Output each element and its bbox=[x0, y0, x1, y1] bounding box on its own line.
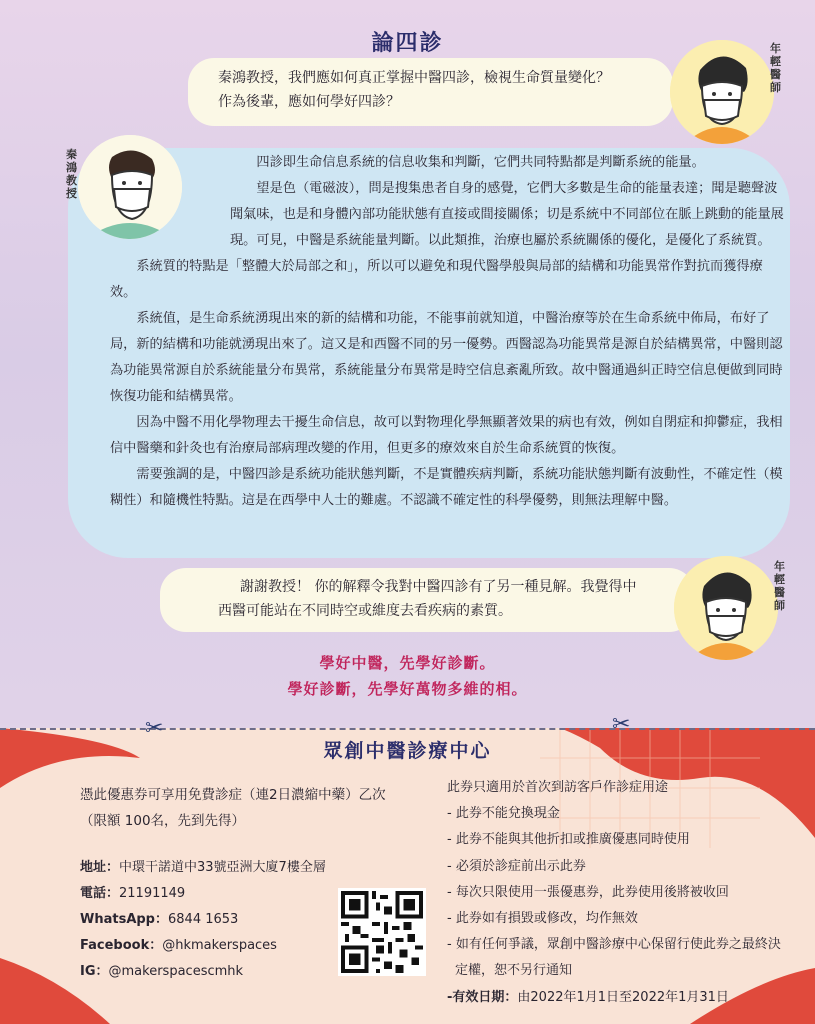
whatsapp-label: WhatsApp： bbox=[80, 912, 168, 927]
slogan-line-1: 學好中醫，先學好診斷。 bbox=[319, 654, 496, 672]
validity-value: 由2022年1月1日至2022年1月31日 bbox=[517, 989, 729, 1005]
answer-paragraph-2: 望是色（電磁波），問是搜集患者自身的感覺，它們大多數是生命的能量表達；聞是聽聲波聞氣味，也是和身體內部功能狀態有直接或間接關係；切是系統中不同部位在脈上跳動的能量展現。可見，中醫是系統能量判斷。以此類推，治療也屬於系統關係的優化，是優化了系統質。 bbox=[230, 181, 784, 248]
scissors-icon-2: ✂ bbox=[612, 712, 631, 737]
whatsapp-row bbox=[80, 907, 326, 933]
qr-code-icon bbox=[341, 891, 423, 973]
young-doctor-illustration bbox=[670, 40, 774, 144]
phone-row bbox=[80, 881, 326, 907]
question-line-1: 秦鴻教授，我們應如何真正掌握中醫四診，檢視生命質量變化？ bbox=[218, 70, 610, 86]
address-row bbox=[80, 855, 326, 881]
page-title: 論四診 bbox=[371, 31, 444, 56]
young-doctor-label: 年輕醫師 bbox=[770, 42, 781, 94]
terms-title: 此券只適用於首次到訪客戶作診症用途 bbox=[447, 780, 669, 795]
phone-value: 21191149 bbox=[119, 886, 186, 901]
terms-item: - 每次只限使用一張優惠券，此券使用後將被收回 bbox=[447, 884, 729, 900]
facebook-value: @hkmakerspaces bbox=[162, 938, 277, 953]
reply-line-2: 西醫可能站在不同時空或維度去看疾病的素質。 bbox=[218, 603, 512, 619]
professor-label: 秦鴻教授 bbox=[66, 148, 77, 200]
address-label: 地址： bbox=[80, 860, 120, 875]
answer-paragraph-1: 四診即生命信息系統的信息收集和判斷，它們共同特點都是判斷系統的能量。 bbox=[256, 155, 705, 170]
young-doctor-avatar-2 bbox=[674, 556, 778, 660]
coupon-terms bbox=[447, 775, 792, 1011]
address-value: 中環干諾道中33號亞洲大廈7樓全層 bbox=[119, 860, 326, 875]
coupon-cut-line bbox=[0, 728, 815, 730]
young-doctor-avatar bbox=[670, 40, 774, 144]
whatsapp-value: 6844 1653 bbox=[168, 912, 239, 927]
terms-item: - 此券不能兌換現金 bbox=[447, 806, 560, 822]
terms-item: - 此券不能與其他折扣或推廣優惠同時使用 bbox=[447, 832, 690, 848]
answer-paragraph-4: 系統值，是生命系統湧現出來的新的結構和功能，不能事前就知道，中醫治療等於在生命系統中佈局，布好了局，新的結構和功能就湧現出來了。這又是和西醫不同的另一優勢。西醫認為功能異常是源自於結構異常，中醫則認為功能異常源自於系統能量分布異常，系統能量分布異常是時空信息紊亂所致。故中醫通過糾正時空信息便做到同時恢復功能和結構異常。 bbox=[110, 311, 783, 404]
offer-line-1: 憑此優惠券可享用免費診症（連2日濃縮中藥）乙次 bbox=[80, 787, 386, 803]
slogans bbox=[0, 650, 815, 702]
facebook-label: Facebook： bbox=[80, 938, 163, 953]
contact-info bbox=[80, 855, 326, 985]
young-doctor-illustration-2 bbox=[674, 556, 778, 660]
ig-value: @makerspacescmhk bbox=[108, 964, 244, 979]
answer-text bbox=[95, 150, 785, 514]
question-line-2: 作為後輩，應如何學好四診？ bbox=[218, 94, 400, 110]
reply-bubble bbox=[160, 568, 695, 632]
phone-label: 電話： bbox=[80, 886, 120, 901]
question-bubble bbox=[188, 58, 673, 126]
validity-row bbox=[447, 985, 792, 1011]
offer-line-2: （限額 100名，先到先得） bbox=[80, 813, 246, 829]
answer-paragraph-5: 因為中醫不用化學物理去干擾生命信息，故可以對物理化學無顯著效果的病也有效，例如自閉症和抑鬱症，我相信中醫藥和針灸也有治療局部病理改變的作用，但更多的療效來自於生命系統質的恢復。 bbox=[110, 415, 783, 456]
terms-item: 定權，恕不另行通知 bbox=[455, 963, 573, 979]
ig-label: IG： bbox=[80, 964, 109, 979]
ig-row bbox=[80, 959, 326, 985]
facebook-row bbox=[80, 933, 326, 959]
scissors-icon: ✂ bbox=[145, 716, 164, 741]
slogan-line-2: 學好診斷，先學好萬物多維的相。 bbox=[287, 680, 528, 698]
terms-item: - 必須於診症前出示此券 bbox=[447, 858, 586, 874]
reply-line-1: 謝謝教授！ 你的解釋令我對中醫四診有了另一種見解。我覺得中 bbox=[240, 579, 637, 595]
qr-code[interactable] bbox=[338, 888, 426, 976]
terms-item: - 此券如有損毀或修改，均作無效 bbox=[447, 911, 638, 927]
answer-paragraph-6: 需要強調的是，中醫四診是系統功能狀態判斷，不是實體疾病判斷，系統功能狀態判斷有波動性，不確定性（模糊性）和隨機性特點。這是在西學中人士的難處。不認識不確定性的科學優勢，則無法理解中醫。 bbox=[110, 467, 783, 508]
young-doctor-label-2: 年輕醫師 bbox=[774, 560, 785, 612]
validity-label: -有效日期： bbox=[447, 989, 518, 1005]
answer-paragraph-3: 系統質的特點是「整體大於局部之和」，所以可以避免和現代醫學般與局部的結構和功能異常作對抗而獲得療效。 bbox=[110, 259, 763, 300]
coupon-offer bbox=[80, 782, 420, 834]
coupon-title: 眾創中醫診療中心 bbox=[323, 740, 492, 762]
terms-item: - 如有任何爭議，眾創中醫診療中心保留行使此券之最終決 bbox=[447, 937, 781, 953]
